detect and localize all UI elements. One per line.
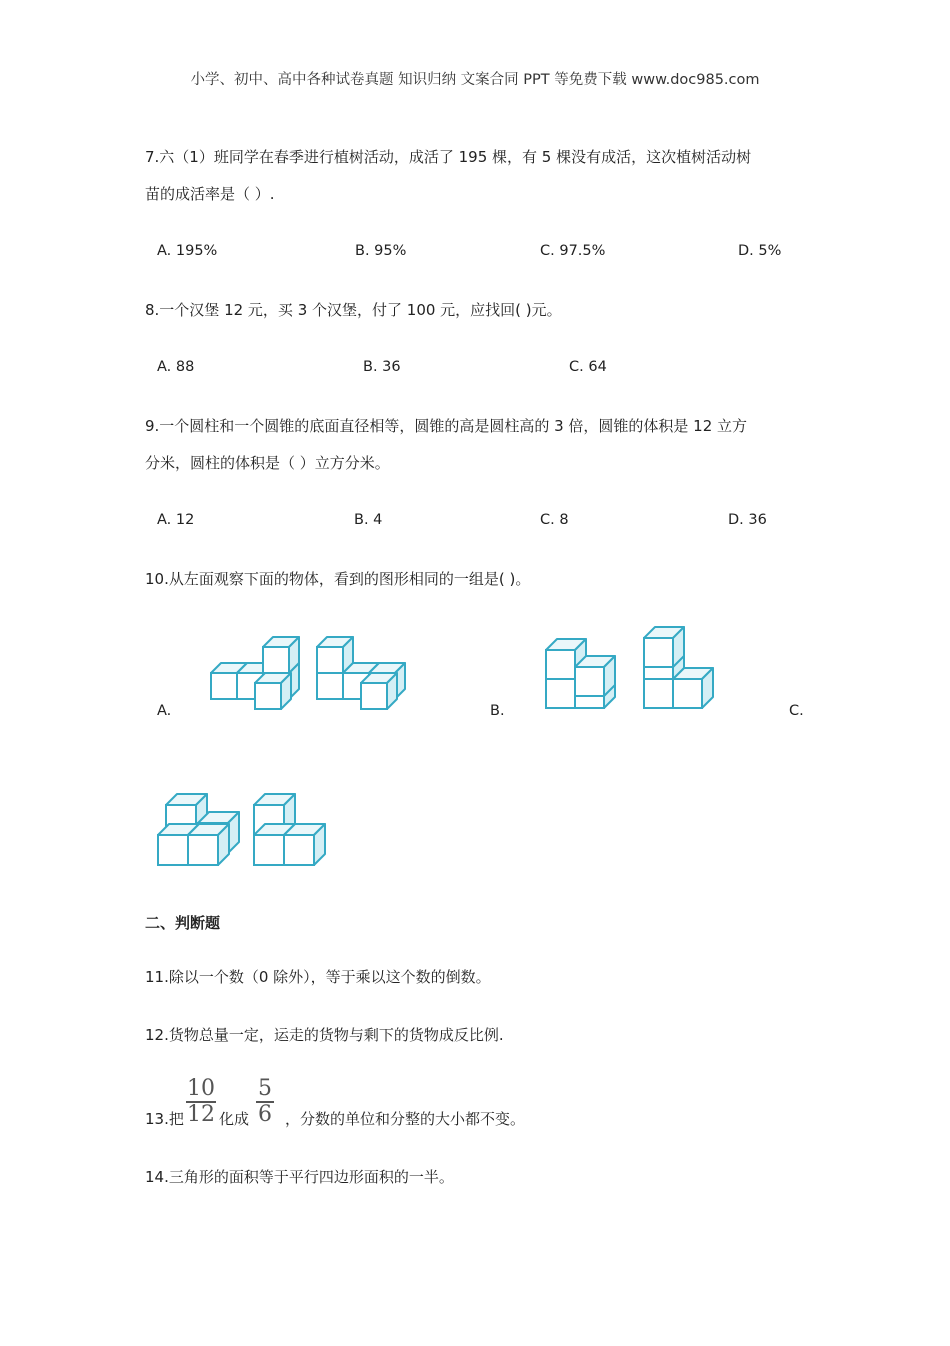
q7-option-c[interactable]: C. 97.5% <box>540 243 606 259</box>
cube <box>188 824 229 865</box>
q14-text: 14.三角形的面积等于平行四边形面积的一半。 <box>145 1168 454 1186</box>
page-header: 小学、初中、高中各种试卷真题 知识归纳 文案合同 PPT 等免费下载 www.doc985.com <box>190 72 760 88</box>
q13-prefix: 13.把 <box>145 1110 184 1128</box>
cube <box>255 673 291 709</box>
q8-option-a[interactable]: A. 88 <box>157 359 195 375</box>
q7-option-b[interactable]: B. 95% <box>355 243 407 259</box>
cube <box>644 627 684 667</box>
fraction-10-12 <box>186 1078 216 1126</box>
q9-option-a[interactable]: A. 12 <box>157 512 195 528</box>
q9-text-line1: 9.一个圆柱和一个圆锥的底面直径相等，圆锥的高是圆柱高的 3 倍，圆锥的体积是 12 立方 <box>145 417 748 435</box>
q11-text: 11.除以一个数（0 除外），等于乘以这个数的倒数。 <box>145 968 491 986</box>
q9-text-line2: 分米，圆柱的体积是（ ）立方分米。 <box>145 454 390 472</box>
q10-figure-a[interactable] <box>205 635 415 720</box>
q12-text: 12.货物总量一定，运走的货物与剩下的货物成反比例. <box>145 1026 504 1044</box>
q7-option-a[interactable]: A. 195% <box>157 243 218 259</box>
q10-figure-b[interactable] <box>540 625 725 720</box>
q10-text: 10.从左面观察下面的物体，看到的图形相同的一组是( )。 <box>145 570 531 588</box>
fraction-numerator: 10 <box>187 1076 215 1101</box>
fraction-5-6 <box>256 1078 274 1126</box>
q8-text: 8.一个汉堡 12 元，买 3 个汉堡，付了 100 元，应找回( )元。 <box>145 301 562 319</box>
cube <box>361 673 397 709</box>
q8-option-b[interactable]: B. 36 <box>363 359 401 375</box>
cube <box>263 637 299 673</box>
cube <box>284 824 325 865</box>
q8-option-c[interactable]: C. 64 <box>569 359 607 375</box>
q10-option-c[interactable]: C. <box>789 703 804 719</box>
fraction-numerator: 5 <box>258 1076 272 1101</box>
q10-option-b[interactable]: B. <box>490 703 505 719</box>
q9-option-d[interactable]: D. 36 <box>728 512 767 528</box>
fraction-denominator: 6 <box>258 1101 272 1127</box>
q9-option-b[interactable]: B. 4 <box>354 512 383 528</box>
q13-suffix: ，分数的单位和分整的大小都不变。 <box>285 1110 526 1128</box>
q13-middle: 化成 <box>219 1110 250 1128</box>
fraction-denominator: 12 <box>187 1101 215 1127</box>
q10-figure-c[interactable] <box>150 780 335 875</box>
cube <box>575 656 615 696</box>
q9-option-c[interactable]: C. 8 <box>540 512 569 528</box>
q10-option-a[interactable]: A. <box>157 703 172 719</box>
q7-option-d[interactable]: D. 5% <box>738 243 782 259</box>
q7-text-line1: 7.六（1）班同学在春季进行植树活动，成活了 195 棵，有 5 棵没有成活，这次植树活动树 <box>145 148 752 166</box>
q7-text-line2: 苗的成活率是（ ）. <box>145 185 275 203</box>
section-title-judgment: 二、判断题 <box>145 914 221 932</box>
